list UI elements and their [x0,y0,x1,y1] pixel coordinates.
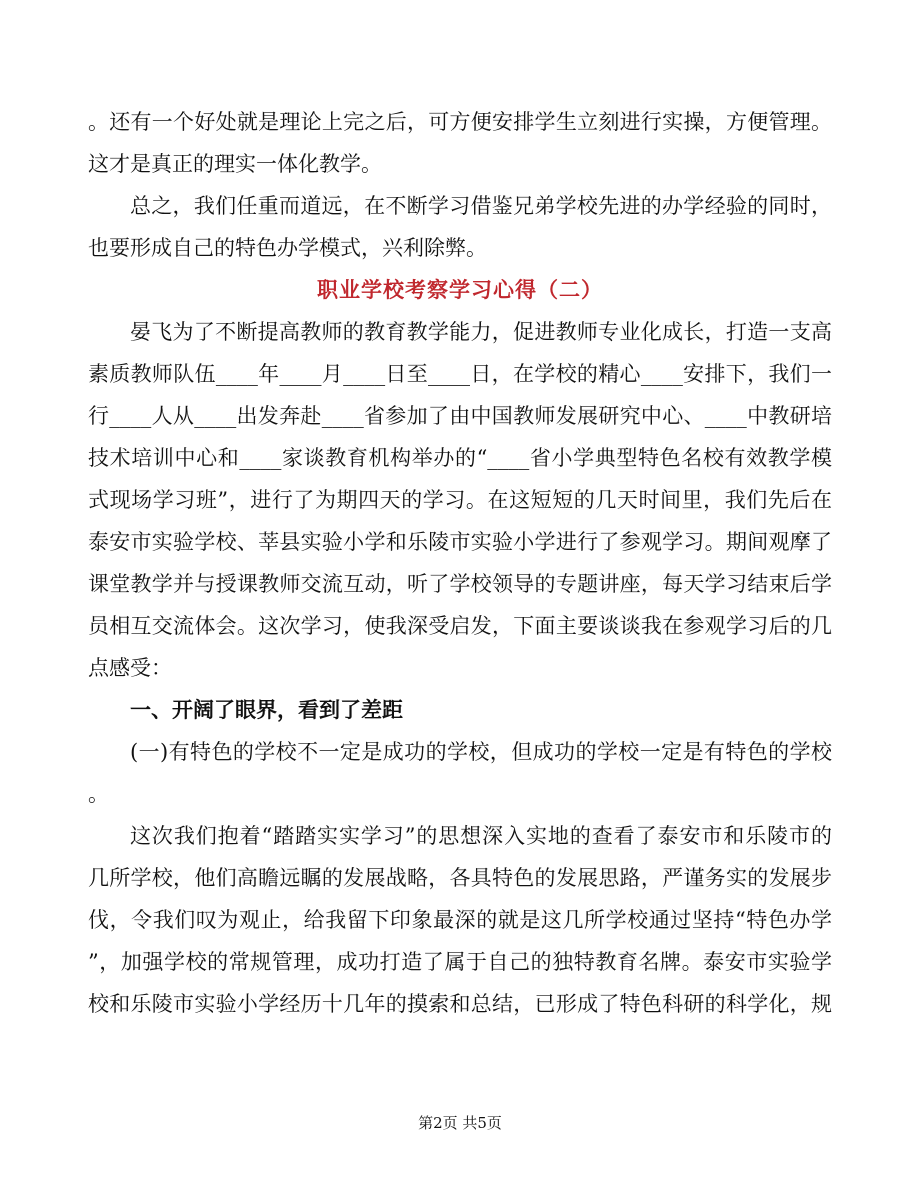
text-line: (一)有特色的学校不一定是成功的学校，但成功的学校一定是有特色的学校 [130,740,832,764]
page-footer: 第2页 共5页 [418,1114,502,1132]
document-page [88,101,832,1025]
text-line: 校和乐陵市实验小学经历十几年的摸索和总结，已形成了特色科研的科学化，规 [88,992,832,1016]
text-line: 晏飞为了不断提高教师的教育教学能力，促进教师专业化成长，打造一支高 [130,320,832,344]
text-line: 这次我们抱着“踏踏实实学习”的思想深入实地的查看了泰安市和乐陵市的 [130,824,832,848]
text-line: 几所学校，他们高瞻远瞩的发展战略，各具特色的发展思路，严谨务实的发展步 [88,866,832,890]
text-line: 。 [88,782,109,806]
text-line: 这才是真正的理实一体化教学。 [88,152,382,176]
text-line: 式现场学习班”，进行了为期四天的学习。在这短短的几天时间里，我们先后在 [88,488,832,512]
text-line: 伐，令我们叹为观止，给我留下印象最深的就是这几所学校通过坚持“特色办学 [88,908,832,932]
text-line: 点感受： [88,656,172,680]
text-line: 课堂教学并与授课教师交流互动，听了学校领导的专题讲座，每天学习结束后学 [88,572,832,596]
text-line: 素质教师队伍____年____月____日至____日，在学校的精心____安排下，我们一 [88,362,832,386]
text-line: 行____人从____出发奔赴____省参加了由中国教师发展研究中心、____中教研培 [88,404,832,428]
text-line: ”，加强学校的常规管理，成功打造了属于自己的独特教育名牌。泰安市实验学 [88,950,832,974]
text-line: 总之，我们任重而道远，在不断学习借鉴兄弟学校先进的办学经验的同时， [130,194,832,218]
section-title: 职业学校考察学习心得（二） [317,277,603,302]
subheading: 一、开阔了眼界，看到了差距 [130,697,403,722]
text-line: 也要形成自己的特色办学模式，兴利除弊。 [88,236,487,260]
text-line: 泰安市实验学校、莘县实验小学和乐陵市实验小学进行了参观学习。期间观摩了 [88,530,832,554]
text-line: 。还有一个好处就是理论上完之后，可方便安排学生立刻进行实操，方便管理。 [88,110,832,134]
text-line: 技术培训中心和____家谈教育机构举办的“____省小学典型特色名校有效教学模 [88,446,832,470]
text-line: 员相互交流体会。这次学习，使我深受启发，下面主要谈谈我在参观学习后的几 [88,614,832,638]
